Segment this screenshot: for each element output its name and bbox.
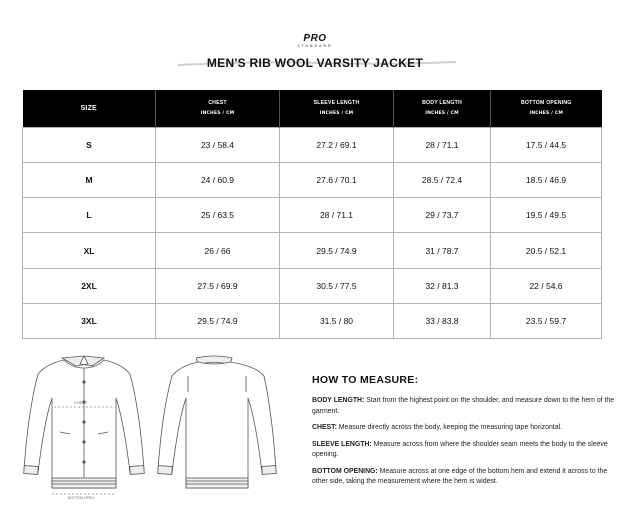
size-cell: XL — [23, 233, 156, 268]
instruction-text: Measure across from where the shoulder seam meets the body to the sleeve opening. — [312, 440, 608, 458]
chest-cell: 29.5 / 74.9 — [156, 303, 280, 338]
bottom-opening-cell: 23.5 / 59.7 — [491, 303, 602, 338]
table-row — [23, 127, 602, 162]
header-bottom-label: BOTTOM OPENING — [520, 100, 572, 107]
instruction-chest — [312, 423, 624, 434]
instruction-term: BODY LENGTH: — [312, 397, 365, 404]
size-chart-table — [22, 90, 602, 339]
header-bottom-unit: INCHES / CM — [529, 111, 564, 117]
instruction-text: Start from the highest point on the shoulder, and measure down to the hem of the garment. — [312, 397, 615, 415]
header-size — [23, 90, 156, 127]
bottom-opening-cell: 20.5 / 52.1 — [491, 233, 602, 268]
sleeve-cell: 28 / 71.1 — [280, 198, 394, 233]
header-size-label: SIZE — [80, 104, 97, 112]
size-cell: S — [23, 127, 156, 162]
brand-logo: PRO — [303, 33, 327, 44]
body-length-cell: 28.5 / 72.4 — [394, 162, 491, 197]
bottom-measure-label: BOTTOM OPEN — [68, 496, 94, 500]
header-sleeve-label: SLEEVE LENGTH — [313, 100, 360, 107]
chest-cell: 24 / 60.9 — [156, 162, 280, 197]
table-row — [23, 198, 602, 233]
chest-cell: 25 / 63.5 — [156, 198, 280, 233]
header-bottom-opening — [491, 90, 602, 127]
sleeve-cell: 31.5 / 80 — [280, 303, 394, 338]
bottom-opening-cell: 19.5 / 49.5 — [491, 198, 602, 233]
bottom-opening-cell: 18.5 / 46.9 — [491, 162, 602, 197]
brand-logo-block — [0, 26, 630, 48]
how-to-measure-section — [312, 374, 624, 494]
bottom-opening-cell: 22 / 54.6 — [491, 268, 602, 303]
instruction-text: Measure across at one edge of the bottom hem and extend it across to the other side, taking the measurement where the hem is widest. — [312, 467, 608, 485]
how-to-measure-heading: HOW TO MEASURE: — [312, 374, 419, 386]
header-chest-label: CHEST — [208, 100, 227, 107]
table-header-row — [23, 90, 602, 127]
header-sleeve-length — [280, 90, 394, 127]
header-body-unit: INCHES / CM — [425, 111, 459, 117]
sleeve-cell: 27.6 / 70.1 — [280, 162, 394, 197]
chest-measure-label: CHEST — [74, 400, 88, 405]
brand-tagline: STANDARD — [297, 44, 333, 48]
table-row — [23, 162, 602, 197]
chest-cell: 23 / 58.4 — [156, 127, 280, 162]
header-body-label: BODY LENGTH — [422, 100, 462, 107]
size-cell: M — [23, 162, 156, 197]
instruction-term: BOTTOM OPENING: — [312, 467, 378, 475]
table-row — [23, 268, 602, 303]
instruction-bottom-opening — [312, 467, 624, 488]
header-sleeve-unit: INCHES / CM — [319, 111, 354, 117]
body-length-cell: 33 / 83.8 — [394, 303, 491, 338]
size-cell: L — [23, 198, 156, 233]
sleeve-cell: 30.5 / 77.5 — [280, 268, 394, 303]
header-body-length — [394, 90, 491, 127]
body-length-cell: 29 / 73.7 — [394, 198, 491, 233]
sleeve-cell: 29.5 / 74.9 — [280, 233, 394, 268]
instruction-sleeve-length — [312, 440, 624, 461]
instruction-body-length — [312, 396, 624, 417]
jacket-front-illustration — [24, 356, 145, 500]
jacket-diagram — [18, 352, 280, 500]
size-cell: 3XL — [23, 303, 156, 338]
body-length-cell: 32 / 81.3 — [394, 268, 491, 303]
header-chest-unit: INCHES / CM — [200, 111, 235, 117]
jacket-back-illustration — [158, 356, 277, 488]
page-title: MEN'S RIB WOOL VARSITY JACKET — [206, 56, 424, 70]
table-row — [23, 233, 602, 268]
body-length-cell: 31 / 78.7 — [394, 233, 491, 268]
chest-cell: 26 / 66 — [156, 233, 280, 268]
chest-cell: 27.5 / 69.9 — [156, 268, 280, 303]
header-chest — [156, 90, 280, 127]
instruction-term: SLEEVE LENGTH: — [312, 440, 372, 448]
instruction-text: Measure directly across the body, keeping the measuring tape horizontal. — [336, 424, 562, 431]
title-block — [0, 52, 630, 70]
table-row — [23, 303, 602, 338]
size-cell: 2XL — [23, 268, 156, 303]
sleeve-cell: 27.2 / 69.1 — [280, 127, 394, 162]
body-length-cell: 28 / 71.1 — [394, 127, 491, 162]
bottom-opening-cell: 17.5 / 44.5 — [491, 127, 602, 162]
instruction-term: CHEST: — [312, 424, 337, 431]
